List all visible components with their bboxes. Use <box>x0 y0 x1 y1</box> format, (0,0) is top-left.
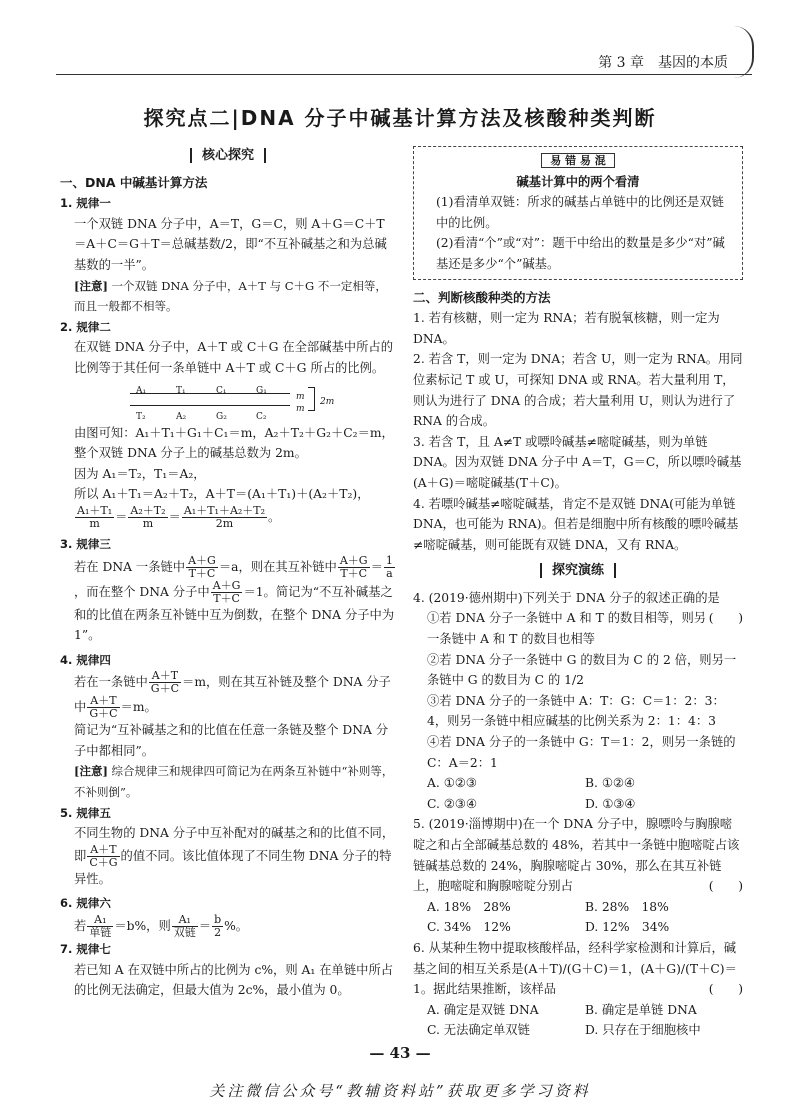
choice[interactable]: A. 18% 28% <box>427 899 511 914</box>
right-column <box>413 144 743 1041</box>
answer-paren: ( ) <box>708 611 743 626</box>
label-t2: T₂ <box>136 411 146 422</box>
rule-6-title: 6. 规律六 <box>60 896 111 911</box>
footer-note: 关注微信公众号“教辅资料站”获取更多学习资料 <box>209 1082 591 1100</box>
choice[interactable]: D. ①③④ <box>585 796 636 811</box>
judge-1: 1. 若有核糖，则一定为 RNA；若有脱氧核糖，则一定为 DNA。 <box>413 311 720 346</box>
choice[interactable]: D. 只存在于细胞核中 <box>585 1023 701 1038</box>
q5-choices-row-2 <box>413 917 743 938</box>
rule-4-summary: 简记为“互补碱基之和的比值在任意一条链及整个 DNA 分子中都相同”。 <box>74 723 389 758</box>
question-4: 4. (2019·德州期中)下列关于 DNA 分子的叙述正确的是 ( ) <box>413 588 743 609</box>
badge-core: 核心探究 <box>60 146 396 167</box>
rule-4-text: 若在一条链中 $\frac{A+T}{G+C}$ ＝m，则在其互补链及整个 DNA 分子中 $\frac{A+T}{G+C}$ ＝m。 <box>74 669 391 721</box>
rule-1-text: 一个双链 DNA 分子中，A＝T，G＝C，则 A＋G＝C＋T＝A＋C＝G＋T＝总碱基数/2，即“不互补碱基之和为总碱基数的一半”。 <box>74 216 387 272</box>
choice[interactable]: C. ②③④ <box>427 796 477 811</box>
rule-2-text: 在双链 DNA 分子中，A＋T 或 C＋G 在全部碱基中所占的比例等于其任何一条单链中 A＋T 或 C＋G 所占的比例。 <box>74 340 393 375</box>
choice[interactable]: C. 无法确定单双链 <box>427 1023 530 1038</box>
rule-7-text: 若已知 A 在双链中所占的比例为 c%，则 A₁ 在单链中所占的比例无法确定，但最大值为 2c%，最小值为 0。 <box>74 962 394 998</box>
rule-2-derivation-2: 因为 A₁＝T₂，T₁＝A₂， <box>74 466 206 481</box>
label-c1: C₁ <box>216 385 227 396</box>
rule-3-title: 3. 规律三 <box>60 536 111 551</box>
choice[interactable]: A. 确定是双链 DNA <box>427 1002 539 1017</box>
tip-box-title: 碱基计算中的两个看清 <box>516 173 640 189</box>
choice[interactable]: B. 28% 18% <box>585 899 669 914</box>
q4-choices-row-1 <box>413 773 743 794</box>
rule-2-fraction-eq: $\frac{\text{A₁＋T₁}}{m}$ ＝ $\frac{\text{A₂＋T₂}}{m}$ ＝ $\frac{\text{A₁＋T₁＋A₂＋T₂}}{2m}$ 。 <box>77 503 281 530</box>
label-g1: G₁ <box>256 385 267 396</box>
choice[interactable]: B. 确定是单链 DNA <box>585 1002 697 1017</box>
judge-2: 2. 若含 T，则一定为 DNA；若含 U，则一定为 RNA。用同位素标记 T 或 U，可探知 DNA 或 RNA。若大量利用 T，则认为进行了 DNA 的合成；若大量利用 U，则认为进行了 RNA 的合成。 <box>413 352 743 429</box>
choice[interactable]: A. ①②③ <box>427 776 477 791</box>
rule-1-title: 1. 规律一 <box>60 196 111 211</box>
rule-5-text: 不同生物的 DNA 分子中互补配对的碱基之和的比值不同，即 $\frac{A+T}{C+G}$ 的值不同。该比值体现了不同生物 DNA 分子的特异性。 <box>74 826 395 886</box>
heading-nucleic-acid: 二、判断核酸种类的方法 <box>413 289 551 305</box>
label-a1: A₁ <box>136 385 147 396</box>
left-column <box>60 144 396 1001</box>
tip-box <box>413 146 743 280</box>
rule-4-note: [注意] 综合规律三和规律四可简记为在两条互补链中“补则等，不补则倒”。 <box>74 764 394 800</box>
rule-2-title: 2. 规律二 <box>60 319 111 334</box>
q4-option-4: ④若 DNA 分子的一条链中 G：T＝1：2，则另一条链的 C：A＝2：1 <box>427 735 736 770</box>
badge-practice: 探究演练 <box>413 561 743 582</box>
dna-strand-diagram <box>130 381 360 422</box>
rule-1-note: [注意] 一个双链 DNA 分子中，A＋T 与 C＋G 不一定相等，而且一般都不相等。 <box>74 278 387 314</box>
label-c2: C₂ <box>256 411 267 422</box>
choice[interactable]: D. 12% 34% <box>585 920 670 935</box>
question-6: 6. 从某种生物中提取核酸样品，经科学家检测和计算后，碱基之间的相互关系是(A＋T)/(G＋C)＝1，(A＋G)/(T＋C)＝1。据此结果推断，该样品 ( ) <box>413 938 743 1000</box>
q4-option-2: ②若 DNA 分子一条链中 G 的数目为 C 的 2 倍，则另一条链中 G 的数目为 C 的 1/2 <box>427 652 737 688</box>
rule-7-title: 7. 规律七 <box>60 942 111 957</box>
answer-paren: ( ) <box>708 879 743 894</box>
label-t1: T₁ <box>176 385 186 396</box>
label-2m: 2m <box>320 396 335 407</box>
tip-box-tag: 易 错 易 混 <box>422 151 734 172</box>
heading-base-calc: 一、DNA 中碱基计算方法 <box>60 174 208 190</box>
q5-choices-row-1 <box>413 897 743 918</box>
section-title: 探究点二|DNA 分子中碱基计算方法及核酸种类判断 <box>143 106 657 130</box>
note-tag: [注意] <box>74 278 108 293</box>
judge-4: 4. 若嘌呤碱基≠嘧啶碱基，肯定不是双链 DNA(可能为单链 DNA，也可能为 RNA)。但若是细胞中所有核酸的嘌呤碱基≠嘧啶碱基，则可能既有双链 DNA，又有 RNA。 <box>413 496 739 552</box>
answer-paren: ( ) <box>708 982 743 997</box>
page-number: — 43 — <box>369 1044 431 1062</box>
rule-6-text: 若 $\frac{\text{A₁}}{\text{单链}}$ ＝b%，则 $\frac{\text{A₁}}{\text{双链}}$ ＝ $\frac{b}{2}$ %。 <box>74 913 249 940</box>
tip-2: (2)看清“个”或“对”：题干中给出的数量是多少“对”碱基还是多少“个”碱基。 <box>436 236 725 271</box>
header-bracket <box>730 26 754 78</box>
chapter-header: 第 3 章 基因的本质 <box>598 55 728 71</box>
rule-2-derivation-3: 所以 A₁＋T₁＝A₂＋T₂，A＋T＝(A₁＋T₁)＋(A₂＋T₂)， <box>74 487 370 502</box>
rule-4-title: 4. 规律四 <box>60 652 111 667</box>
label-m2: m <box>296 403 305 414</box>
q4-option-3: ③若 DNA 分子的一条链中 A：T：G：C＝1：2：3：4，则另一条链中相应碱基的比例关系为 2：1：4：3 <box>427 693 725 729</box>
q4-option-1: ①若 DNA 分子一条链中 A 和 T 的数目相等，则另一条链中 A 和 T 的数目也相等 <box>427 611 707 647</box>
strand-2 <box>130 405 290 406</box>
rule-3-text: 若在 DNA 一条链中 $\frac{A+G}{T+C}$ ＝a，则在其互补链中 $\frac{A+G}{T+C}$ ＝ $\frac{1}{a}$ ，而在整个 DNA 分子中 $\frac{A+G}{T+C}$ ＝1。简记为“不互补碱基之和的比值在两条互补链中互为倒数，在整个 DNA 分子中为 1”。 <box>74 553 395 643</box>
choice[interactable]: C. 34% 12% <box>427 920 511 935</box>
rule-5-title: 5. 规律五 <box>60 805 111 820</box>
tip-1: (1)看清单双链：所求的碱基占单链中的比例还是双链中的比例。 <box>436 195 724 230</box>
q6-choices-row-1 <box>413 1000 743 1021</box>
label-m1: m <box>296 391 305 402</box>
label-g2: G₂ <box>216 411 227 422</box>
judge-3: 3. 若含 T，且 A≠T 或嘌呤碱基≠嘧啶碱基，则为单链 DNA。因为双链 DNA 分子中 A＝T，G＝C，所以嘌呤碱基(A＋G)＝嘧啶碱基(T＋C)。 <box>413 434 742 490</box>
choice[interactable]: B. ①②④ <box>585 776 635 791</box>
q4-choices-row-2 <box>413 794 743 815</box>
header-rule <box>56 74 752 75</box>
question-5: 5. (2019·淄博期中)在一个 DNA 分子中，腺嘌呤与胸腺嘧啶之和占全部碱基总数的 48%，若其中一条链中胞嘧啶占该链碱基总数的 24%，胸腺嘧啶占 30%，那么在其互补链上，胞嘧啶和胸腺嘧啶分别占 ( ) <box>413 814 743 896</box>
brace <box>308 387 315 411</box>
q6-choices-row-2 <box>413 1020 743 1041</box>
rule-2-derivation-1: 由图可知：A₁＋T₁＋G₁＋C₁＝m，A₂＋T₂＋G₂＋C₂＝m，整个双链 DNA 分子上的碱基总数为 2m。 <box>74 425 394 461</box>
label-a2: A₂ <box>176 411 187 422</box>
